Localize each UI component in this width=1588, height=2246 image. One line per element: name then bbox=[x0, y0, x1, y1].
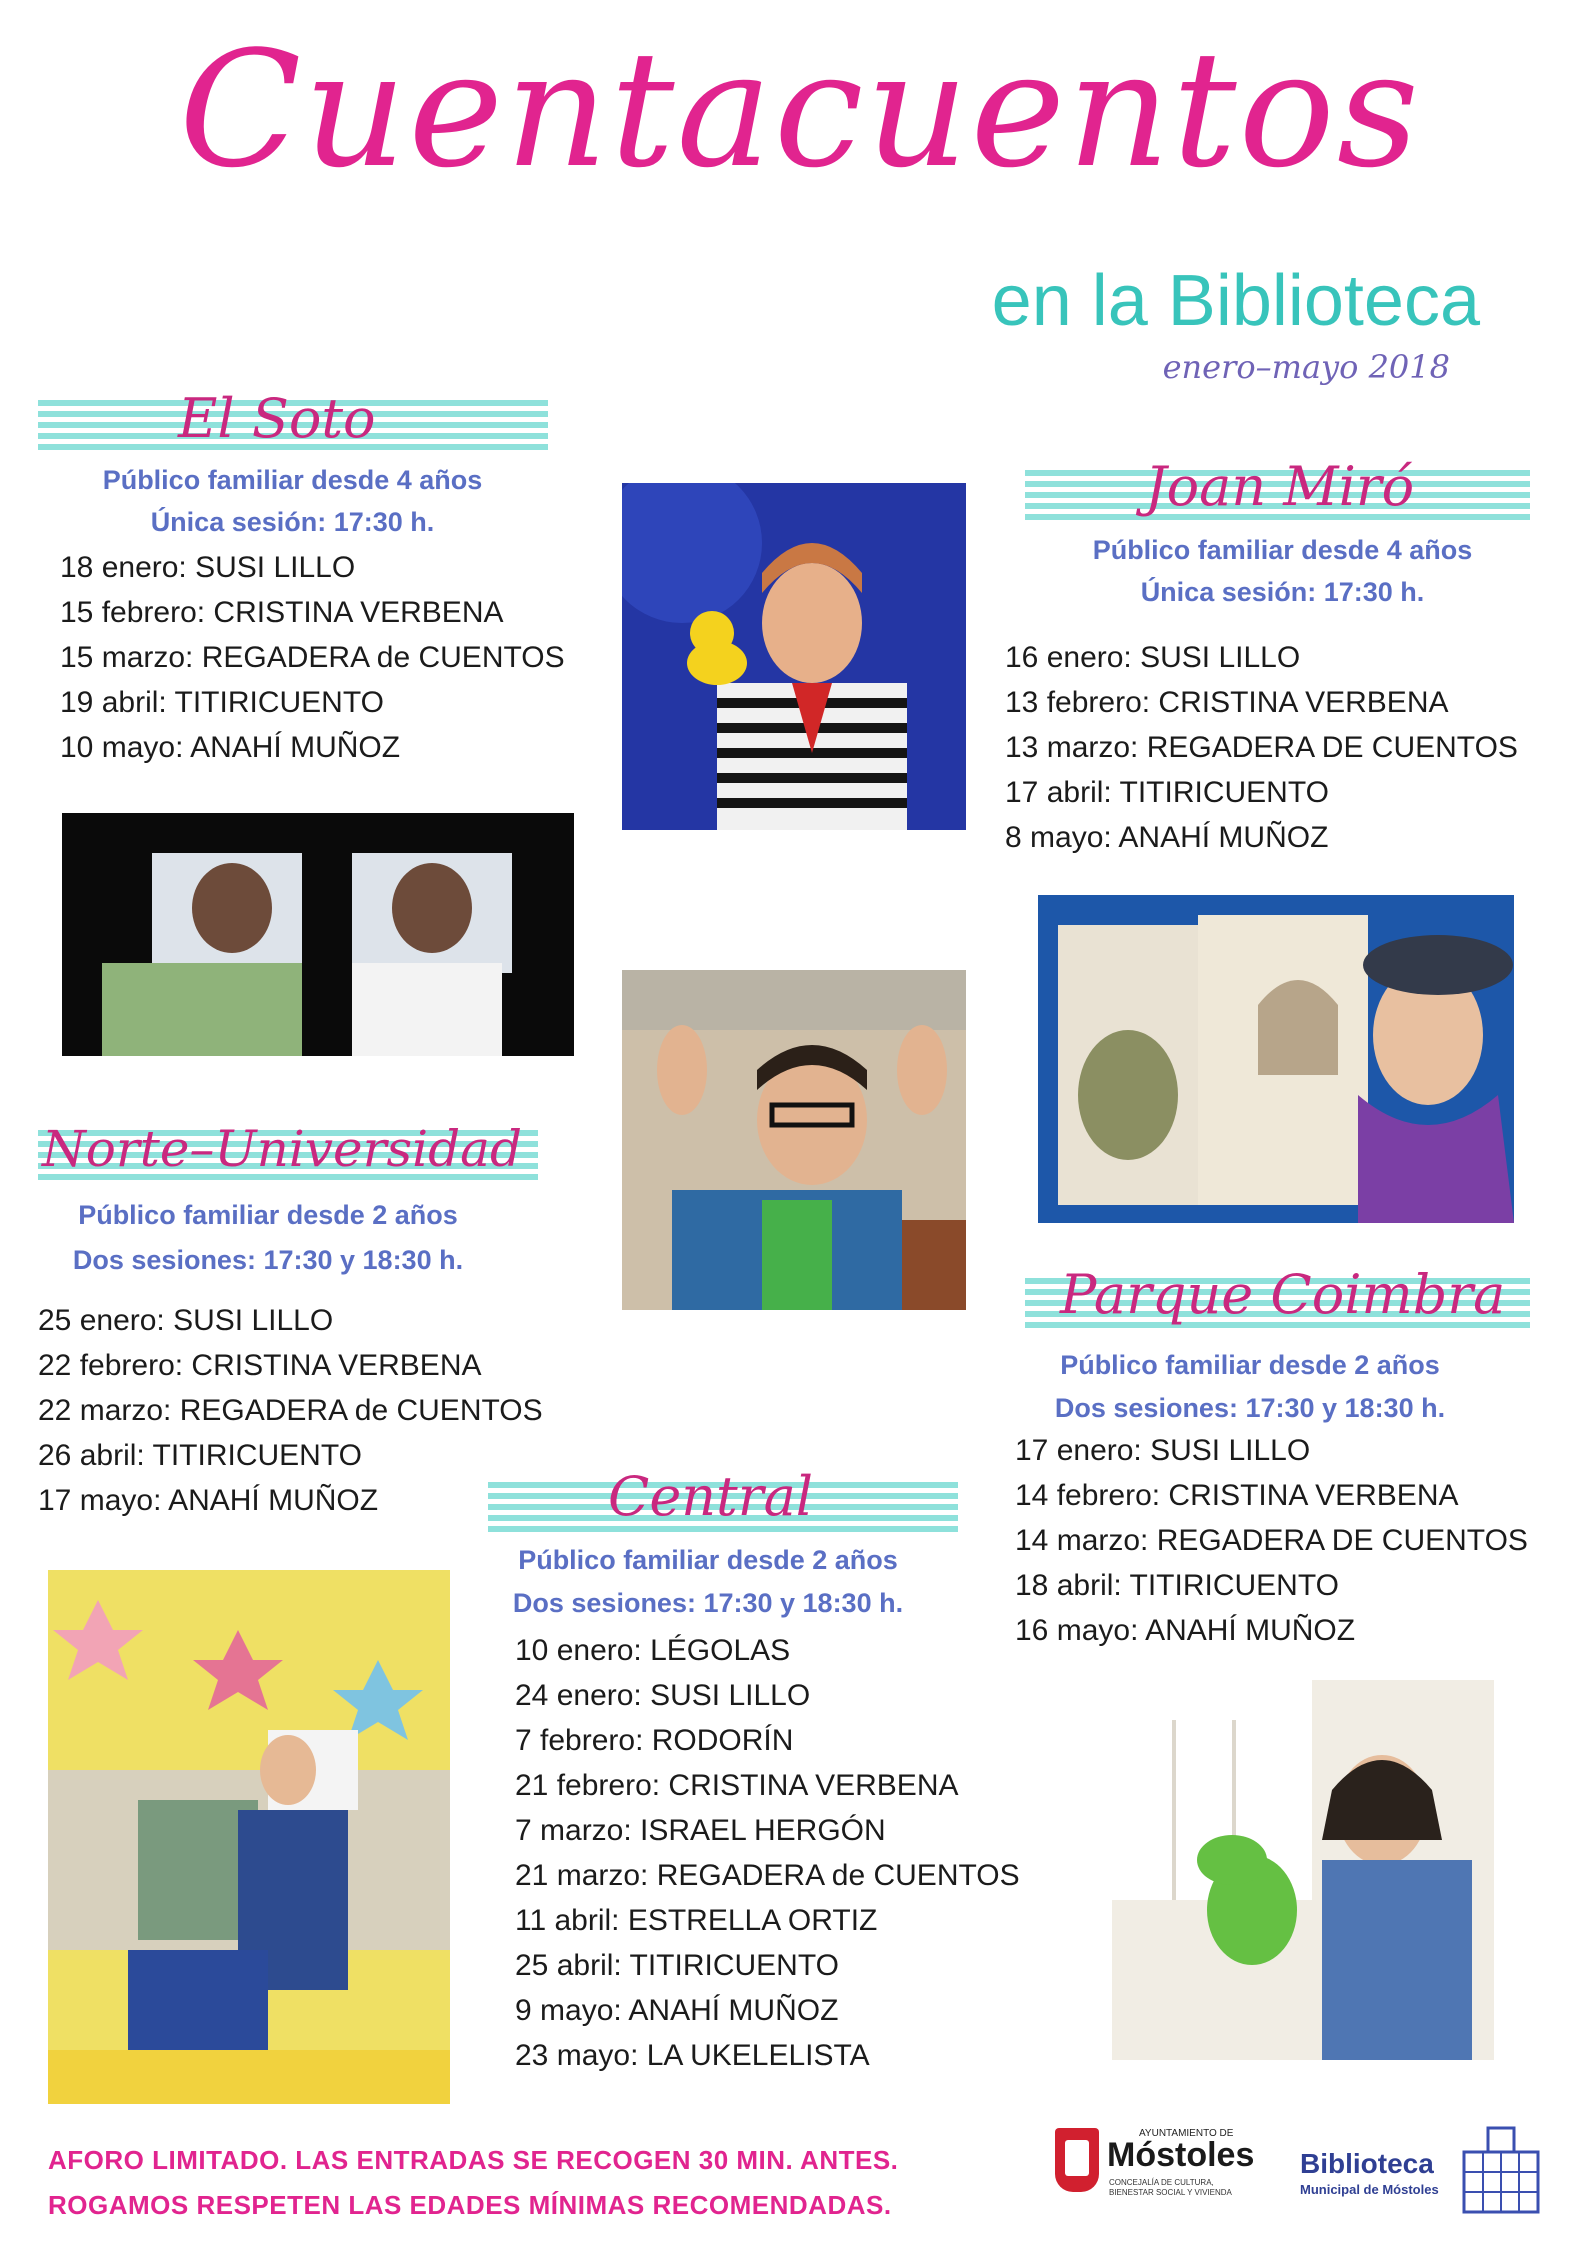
session-label: Única sesión: 17:30 h. bbox=[1140, 577, 1425, 607]
session-label: Dos sesiones: 17:30 y 18:30 h. bbox=[512, 1588, 904, 1618]
event-list bbox=[60, 545, 565, 770]
event-item: 14 marzo: REGADERA DE CUENTOS bbox=[1015, 1524, 1528, 1557]
event-item: 13 febrero: CRISTINA VERBENA bbox=[1005, 686, 1449, 719]
branch-name: Parque Coimbra bbox=[1060, 1263, 1506, 1326]
poster-title: Cuentacuentos bbox=[178, 16, 1421, 203]
event-item: 25 abril: TITIRICUENTO bbox=[515, 1949, 839, 1982]
audience-label: Público familiar desde 4 años bbox=[1092, 535, 1473, 565]
event-item: 9 mayo: ANAHÍ MUÑOZ bbox=[515, 1994, 839, 2027]
event-item: 24 enero: SUSI LILLO bbox=[515, 1679, 811, 1712]
mostoles-name: Móstoles bbox=[1107, 2136, 1255, 2174]
logo-mostoles bbox=[1055, 2120, 1285, 2210]
mostoles-crest-icon bbox=[1055, 2128, 1099, 2192]
footer-line-2: ROGAMOS RESPETEN LAS EDADES MÍNIMAS RECOMENDADAS. bbox=[48, 2190, 892, 2220]
event-item: 15 febrero: CRISTINA VERBENA bbox=[60, 596, 504, 629]
event-item: 7 marzo: ISRAEL HERGÓN bbox=[515, 1814, 886, 1847]
event-item: 19 abril: TITIRICUENTO bbox=[60, 686, 384, 719]
event-item: 17 mayo: ANAHÍ MUÑOZ bbox=[38, 1484, 379, 1517]
photo-woman-with-dinosaur-puppet bbox=[1112, 1680, 1494, 2060]
photo-woman-with-picture-book bbox=[1038, 895, 1514, 1223]
event-item: 23 mayo: LA UKELELISTA bbox=[515, 2039, 870, 2072]
event-item: 10 enero: LÉGOLAS bbox=[515, 1634, 791, 1667]
event-item: 15 marzo: REGADERA de CUENTOS bbox=[60, 641, 565, 674]
event-item: 16 mayo: ANAHÍ MUÑOZ bbox=[1015, 1614, 1356, 1647]
library-building-icon bbox=[1458, 2122, 1544, 2214]
event-item: 25 enero: SUSI LILLO bbox=[38, 1304, 334, 1337]
session-label: Única sesión: 17:30 h. bbox=[150, 507, 435, 537]
poster-date: enero–mayo 2018 bbox=[1162, 348, 1450, 386]
photo-man-with-raised-hands bbox=[622, 970, 966, 1310]
event-item: 7 febrero: RODORÍN bbox=[515, 1724, 794, 1757]
photo-storyteller-with-letter bbox=[48, 1570, 450, 2104]
event-item: 11 abril: ESTRELLA ORTIZ bbox=[515, 1904, 878, 1937]
branch-name: Central bbox=[608, 1465, 814, 1528]
branch-name: Norte–Universidad bbox=[42, 1120, 522, 1178]
event-item: 18 enero: SUSI LILLO bbox=[60, 551, 356, 584]
event-list bbox=[1005, 635, 1518, 860]
footer-line-1: AFORO LIMITADO. LAS ENTRADAS SE RECOGEN 30 MIN. ANTES. bbox=[48, 2145, 899, 2175]
event-item: 21 febrero: CRISTINA VERBENA bbox=[515, 1769, 959, 1802]
session-label: Dos sesiones: 17:30 y 18:30 h. bbox=[72, 1245, 464, 1275]
event-item: 14 febrero: CRISTINA VERBENA bbox=[1015, 1479, 1459, 1512]
mostoles-top-label: AYUNTAMIENTO DE bbox=[1139, 2128, 1234, 2139]
audience-label: Público familiar desde 2 años bbox=[78, 1200, 458, 1230]
photo-two-women-with-books bbox=[62, 813, 574, 1056]
event-item: 10 mayo: ANAHÍ MUÑOZ bbox=[60, 731, 401, 764]
event-item: 26 abril: TITIRICUENTO bbox=[38, 1439, 362, 1472]
event-item: 16 enero: SUSI LILLO bbox=[1005, 641, 1301, 674]
event-list bbox=[1015, 1428, 1528, 1653]
event-item: 22 marzo: REGADERA de CUENTOS bbox=[38, 1394, 543, 1427]
footer-notice bbox=[48, 2138, 1028, 2228]
biblioteca-sub: Municipal de Móstoles bbox=[1300, 2182, 1439, 2197]
session-label: Dos sesiones: 17:30 y 18:30 h. bbox=[1054, 1393, 1446, 1423]
audience-label: Público familiar desde 2 años bbox=[518, 1545, 898, 1575]
event-list bbox=[515, 1628, 1020, 2078]
audience-label: Público familiar desde 4 años bbox=[102, 465, 483, 495]
branch-name: El Soto bbox=[178, 387, 376, 450]
event-item: 21 marzo: REGADERA de CUENTOS bbox=[515, 1859, 1020, 1892]
branch-name: Joan Miró bbox=[1145, 455, 1415, 518]
poster-subtitle: en la Biblioteca bbox=[991, 261, 1480, 341]
event-item: 22 febrero: CRISTINA VERBENA bbox=[38, 1349, 482, 1382]
photo-storyteller-rubber-duck bbox=[622, 483, 966, 830]
event-list bbox=[38, 1298, 543, 1523]
logo-biblioteca bbox=[1300, 2118, 1550, 2218]
mostoles-dept-2: BIENESTAR SOCIAL Y VIVIENDA bbox=[1109, 2188, 1232, 2197]
event-item: 8 mayo: ANAHÍ MUÑOZ bbox=[1005, 821, 1329, 854]
audience-label: Público familiar desde 2 años bbox=[1060, 1350, 1440, 1380]
event-item: 18 abril: TITIRICUENTO bbox=[1015, 1569, 1339, 1602]
biblioteca-name: Biblioteca bbox=[1300, 2148, 1434, 2179]
mostoles-dept-1: CONCEJALÍA DE CULTURA, bbox=[1109, 2178, 1214, 2187]
event-item: 13 marzo: REGADERA DE CUENTOS bbox=[1005, 731, 1518, 764]
event-item: 17 abril: TITIRICUENTO bbox=[1005, 776, 1329, 809]
event-item: 17 enero: SUSI LILLO bbox=[1015, 1434, 1311, 1467]
